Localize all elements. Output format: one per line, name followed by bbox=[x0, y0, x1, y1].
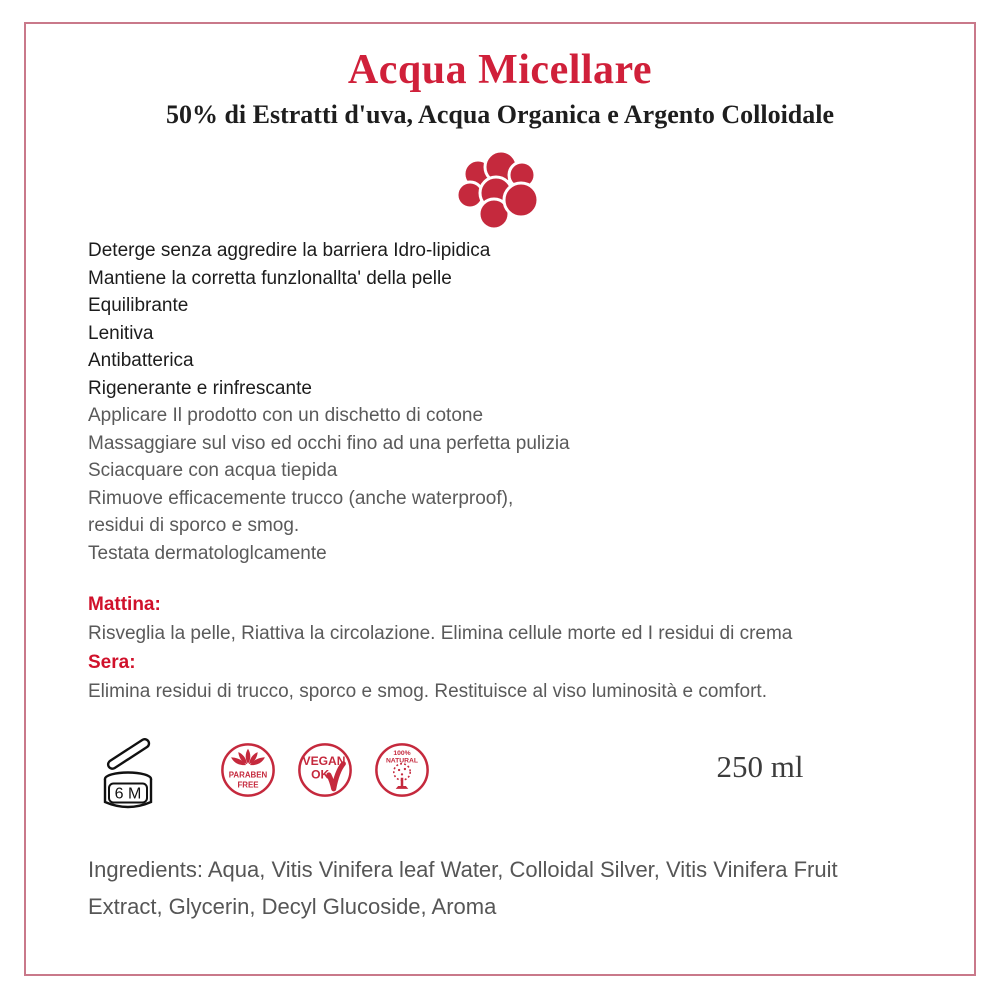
vegan-ok-label-1: VEGAN bbox=[302, 754, 346, 769]
usage-line: Applicare Il prodotto con un dischetto di cotone bbox=[88, 405, 484, 426]
natural-label-2: NATURAL bbox=[385, 757, 419, 765]
badges-group bbox=[219, 741, 431, 804]
benefit-line: Rigenerante e rinfrescante bbox=[88, 377, 312, 399]
benefit-line: Deterge senza aggredire la barriera Idro-lipidica bbox=[88, 240, 491, 261]
usage-line: Rimuove efficacemente trucco (anche waterproof), bbox=[88, 487, 514, 509]
ingredients-text: Ingredients: Aqua, Vitis Vinifera leaf Water, Colloidal Silver, Vitis Vinifera Fruit Extract, Glycerin, Decyl Glucoside, Aroma bbox=[88, 857, 838, 919]
pao-label: 6 M bbox=[114, 785, 142, 803]
paraben-free-label-1: PARABEN bbox=[228, 770, 268, 780]
benefit-line: Mantiene la corretta funzlonallta' della pelle bbox=[88, 267, 452, 289]
routine-section bbox=[88, 590, 948, 706]
benefit-line: Equilibrante bbox=[88, 295, 189, 316]
lotus-icon bbox=[231, 749, 265, 765]
pao-jar-icon bbox=[88, 735, 168, 822]
page-title: Acqua Micellare bbox=[347, 47, 653, 93]
benefits-usage-list bbox=[88, 237, 948, 567]
paraben-free-label-2: FREE bbox=[237, 780, 259, 790]
evening-label: Sera: bbox=[88, 652, 136, 673]
morning-label: Mattina: bbox=[88, 594, 161, 615]
evening-text: Elimina residui di trucco, sporco e smog. Restituisce al viso luminosità e comfort. bbox=[88, 681, 767, 702]
vegan-ok-badge bbox=[296, 741, 354, 804]
natural-label-1: 100% bbox=[393, 750, 411, 758]
benefit-line: Lenitiva bbox=[88, 322, 154, 344]
benefit-line: Antibatterica bbox=[88, 350, 194, 371]
usage-line: Testata dermatologlcamente bbox=[88, 542, 327, 564]
usage-line: Sciacquare con acqua tiepida bbox=[88, 460, 338, 481]
paraben-free-badge bbox=[219, 741, 277, 804]
usage-line: Massaggiare sul viso ed occhi fino ad una perfetta pulizia bbox=[88, 432, 570, 454]
natural-badge bbox=[373, 741, 431, 804]
grape-cluster-icon bbox=[454, 150, 546, 239]
tree-icon bbox=[394, 764, 410, 789]
page-subtitle: 50% di Estratti d'uva, Acqua Organica e Argento Colloidale bbox=[165, 100, 835, 129]
usage-line: residui di sporco e smog. bbox=[88, 515, 300, 536]
certification-row bbox=[0, 733, 1000, 823]
vegan-ok-label-2: OK bbox=[311, 767, 330, 782]
volume-label: 250 ml bbox=[716, 749, 804, 784]
morning-text: Risveglia la pelle, Riattiva la circolazione. Elimina cellule morte ed I residui di crema bbox=[88, 623, 793, 644]
